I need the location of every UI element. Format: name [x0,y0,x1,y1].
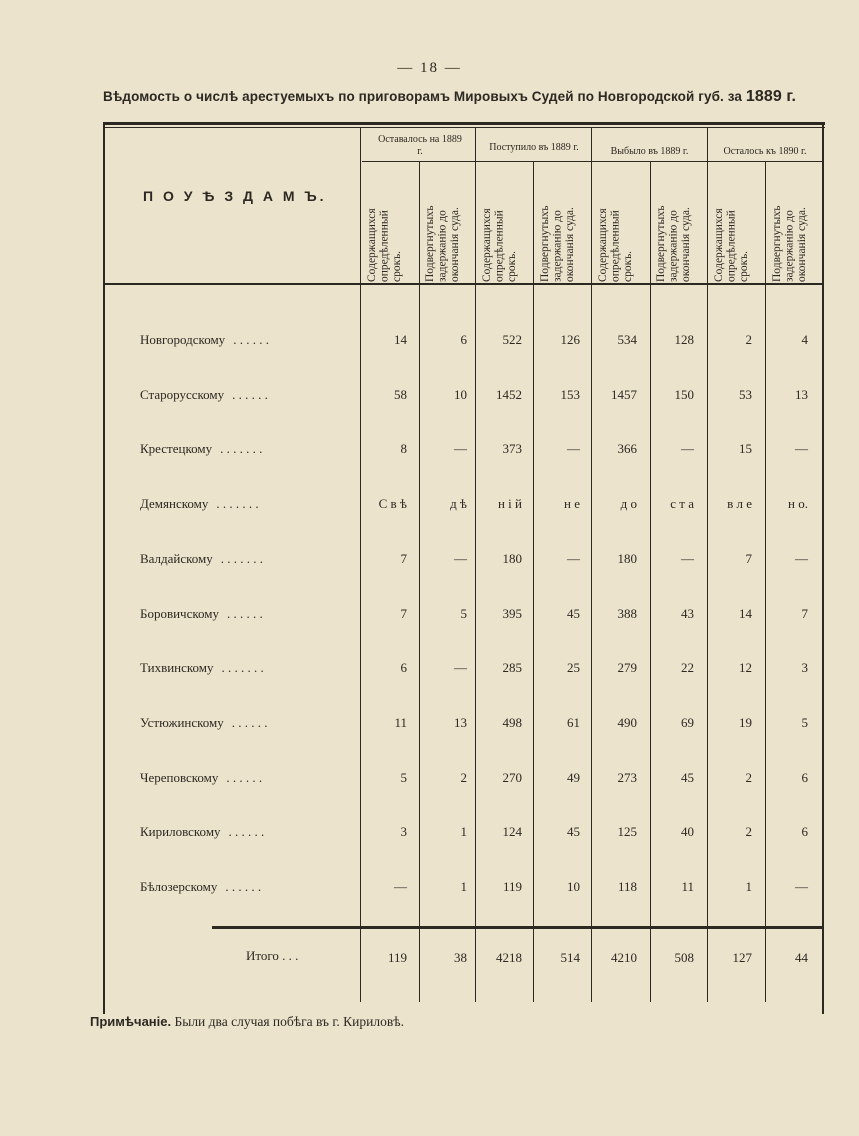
table-cell: 5 [400,770,407,785]
table-cell: 128 [674,332,694,347]
table-cell: 150 [674,387,694,402]
table-cell: с т а [670,496,694,511]
footnote-text: Были два случая побѣга въ г. Кириловѣ. [174,1014,404,1029]
table-cell: 5 [801,715,808,730]
table-cell: 153 [560,387,580,402]
district-name: Старорусскому [140,387,225,402]
table-cell: 22 [681,660,694,675]
row-label [140,824,380,840]
table-cell: 3 [400,824,407,839]
table-cell: — [681,551,694,566]
group-header-remaining-1890: Осталось къ 1890 г. [723,146,807,157]
total-cell: 44 [795,950,808,965]
district-name: Череповскому [140,770,219,785]
leader-dots: . . . . . . [225,879,262,894]
table-cell: 522 [502,332,522,347]
table-cell: 1452 [496,387,522,402]
district-column-header: П О У Ѣ З Д А М Ъ. [143,188,327,204]
table-cell: 1 [460,879,467,894]
page-number: — 18 — [397,60,462,76]
table-cell: 2 [745,332,752,347]
table-cell: — [567,551,580,566]
total-cell: 119 [387,950,407,965]
header-bottom-rule [103,283,824,285]
leader-dots: . . . . . . [231,715,268,730]
table-cell: 12 [739,660,752,675]
table-cell: 180 [502,551,522,566]
table-top-rule [103,122,825,125]
table-cell: 1 [745,879,752,894]
subheader-detained-trial: Подвергнутыхъ задержанію до окончанія суда. [424,205,461,282]
district-name: Крестецкому [140,441,213,456]
leader-dots: . . . . . . [227,606,263,621]
subheader-held-term: Содержащихся опредѣленный срокъ. [481,208,518,282]
row-label [140,879,380,895]
table-cell: н е [564,496,580,511]
table-cell: 10 [567,879,580,894]
title-year: 1889 г. [745,88,797,105]
table-cell: 6 [801,824,808,839]
table-cell: 119 [502,879,522,894]
table-cell: 2 [745,824,752,839]
subheader-detained-trial: Подвергнутыхъ задержанію до окончанія суда. [539,205,576,282]
row-label [140,441,380,457]
district-name: Устюжинскому [140,715,224,730]
group-header-left-1889: Выбыло въ 1889 г. [610,146,689,157]
table-cell: 10 [454,387,467,402]
table-cell: 285 [502,660,522,675]
row-label [140,496,380,512]
table-cell: — [795,879,808,894]
table-top-rule-thin [103,127,825,128]
table-cell: 6 [460,332,467,347]
leader-dots: . . . . . . [228,824,265,839]
table-cell: 14 [394,332,407,347]
table-cell: 498 [502,715,522,730]
row-label [140,606,380,622]
total-cell: 127 [732,950,752,965]
table-cell: — [454,660,467,675]
table-cell: н о. [788,496,808,511]
table-cell: 395 [502,606,522,621]
row-label [140,660,380,676]
col-sep [707,128,708,1002]
col-sep [765,162,766,1002]
leader-dots: . . . . . . . [221,660,264,675]
table-cell: 2 [745,770,752,785]
table-cell: 58 [394,387,407,402]
district-name: Боровичскому [140,606,220,621]
leader-dots: . . . . . . [226,770,263,785]
table-cell: 69 [681,715,694,730]
total-cell: 4210 [611,950,637,965]
table-cell: 13 [795,387,808,402]
group-header-received-1889: Поступило въ 1889 г. [489,142,579,153]
table-cell: 3 [801,660,808,675]
total-cell: 508 [674,950,694,965]
total-label: Итого . . . [246,948,299,963]
table-cell: 2 [460,770,467,785]
table-cell: 8 [400,441,407,456]
table-cell: 45 [567,824,580,839]
district-name: Валдайскому [140,551,213,566]
leader-dots: . . . . . . . [220,441,263,456]
col-sep [650,162,651,1002]
row-label [140,387,380,403]
row-label [140,770,380,786]
table-cell: — [795,441,808,456]
table-cell: 7 [801,606,808,621]
subheader-detained-trial: Подвергнутыхъ задержанію до окончанія суда. [655,205,692,282]
leader-dots: . . . . . . . [216,496,259,511]
table-cell: 270 [502,770,522,785]
leader-dots: . . . . . . [233,332,269,347]
table-cell: 6 [801,770,808,785]
table-cell: 40 [681,824,694,839]
table-cell: 25 [567,660,580,675]
total-cell: 38 [454,950,467,965]
table-cell: 15 [739,441,752,456]
subheader-detained-trial: Подвергнутыхъ задержанію до окончанія суда. [771,205,808,282]
table-cell: 5 [460,606,467,621]
table-cell: в л е [727,496,752,511]
table-cell: С в ѣ [378,496,407,511]
table-right-border [822,122,824,1014]
table-cell: 45 [681,770,694,785]
leader-dots: . . . . . . . [220,551,264,566]
table-cell: — [795,551,808,566]
group-header-rule [362,161,822,162]
table-cell: 61 [567,715,580,730]
table-cell: — [454,551,467,566]
table-cell: 534 [617,332,637,347]
table-cell: — [394,879,407,894]
table-cell: 11 [394,715,407,730]
row-label [140,332,380,348]
table-cell: 7 [400,606,407,621]
footnote [90,1014,404,1030]
table-cell: 7 [400,551,407,566]
table-cell: 6 [400,660,407,675]
table-cell: 118 [617,879,637,894]
table-cell: — [567,441,580,456]
group-header-remained-1889: Оставалось на 1889 г. [378,134,462,157]
table-cell: 13 [454,715,467,730]
document-title [103,88,833,106]
table-cell: 43 [681,606,694,621]
footnote-label: Примѣчаніе. [90,1014,172,1029]
table-cell: н і й [497,496,522,511]
table-cell: 125 [617,824,637,839]
table-cell: 11 [681,879,694,894]
table-cell: 53 [739,387,752,402]
table-cell: 126 [560,332,580,347]
leader-dots: . . . . . . [232,387,268,402]
table-cell: 366 [617,441,637,456]
total-rule [212,926,824,929]
table-cell: 7 [745,551,752,566]
district-name: Кириловскому [140,824,221,839]
row-label [140,715,380,731]
total-cell: 4218 [496,950,522,965]
subheader-held-term: Содержащихся опредѣленный срокъ. [366,208,403,282]
table-cell: 279 [617,660,637,675]
table-cell: д ѣ [450,496,467,511]
table-cell: — [681,441,694,456]
district-name: Тихвинскому [140,660,214,675]
table-cell: — [454,441,467,456]
subheader-held-term: Содержащихся опредѣленный срокъ. [597,208,634,282]
col-sep [533,162,534,1002]
table-cell: 273 [617,770,637,785]
col-sep [419,162,420,1002]
col-sep [591,128,592,1002]
district-name: Бѣлозерскому [140,879,218,894]
table-cell: 388 [617,606,637,621]
table-cell: д о [620,496,637,511]
district-name: Новгородскому [140,332,226,347]
table-cell: 49 [567,770,580,785]
table-cell: 45 [567,606,580,621]
title-text: Вѣдомость о числѣ арестуемыхъ по приговорамъ Мировыхъ Судей по Новгородской губ. за [103,89,742,104]
table-cell: 1457 [611,387,637,402]
table-cell: 19 [739,715,752,730]
table-cell: 1 [460,824,467,839]
table-cell: 373 [502,441,522,456]
table-cell: 124 [502,824,522,839]
table-cell: 4 [801,332,808,347]
col-sep [475,128,476,1002]
total-cell: 514 [560,950,580,965]
table-cell: 180 [617,551,637,566]
district-name: Демянскому [140,496,209,511]
table-cell: 14 [739,606,752,621]
table-cell: 490 [617,715,637,730]
subheader-held-term: Содержащихся опредѣленный срокъ. [713,208,750,282]
table-left-border [103,122,105,1014]
row-label [140,551,380,567]
